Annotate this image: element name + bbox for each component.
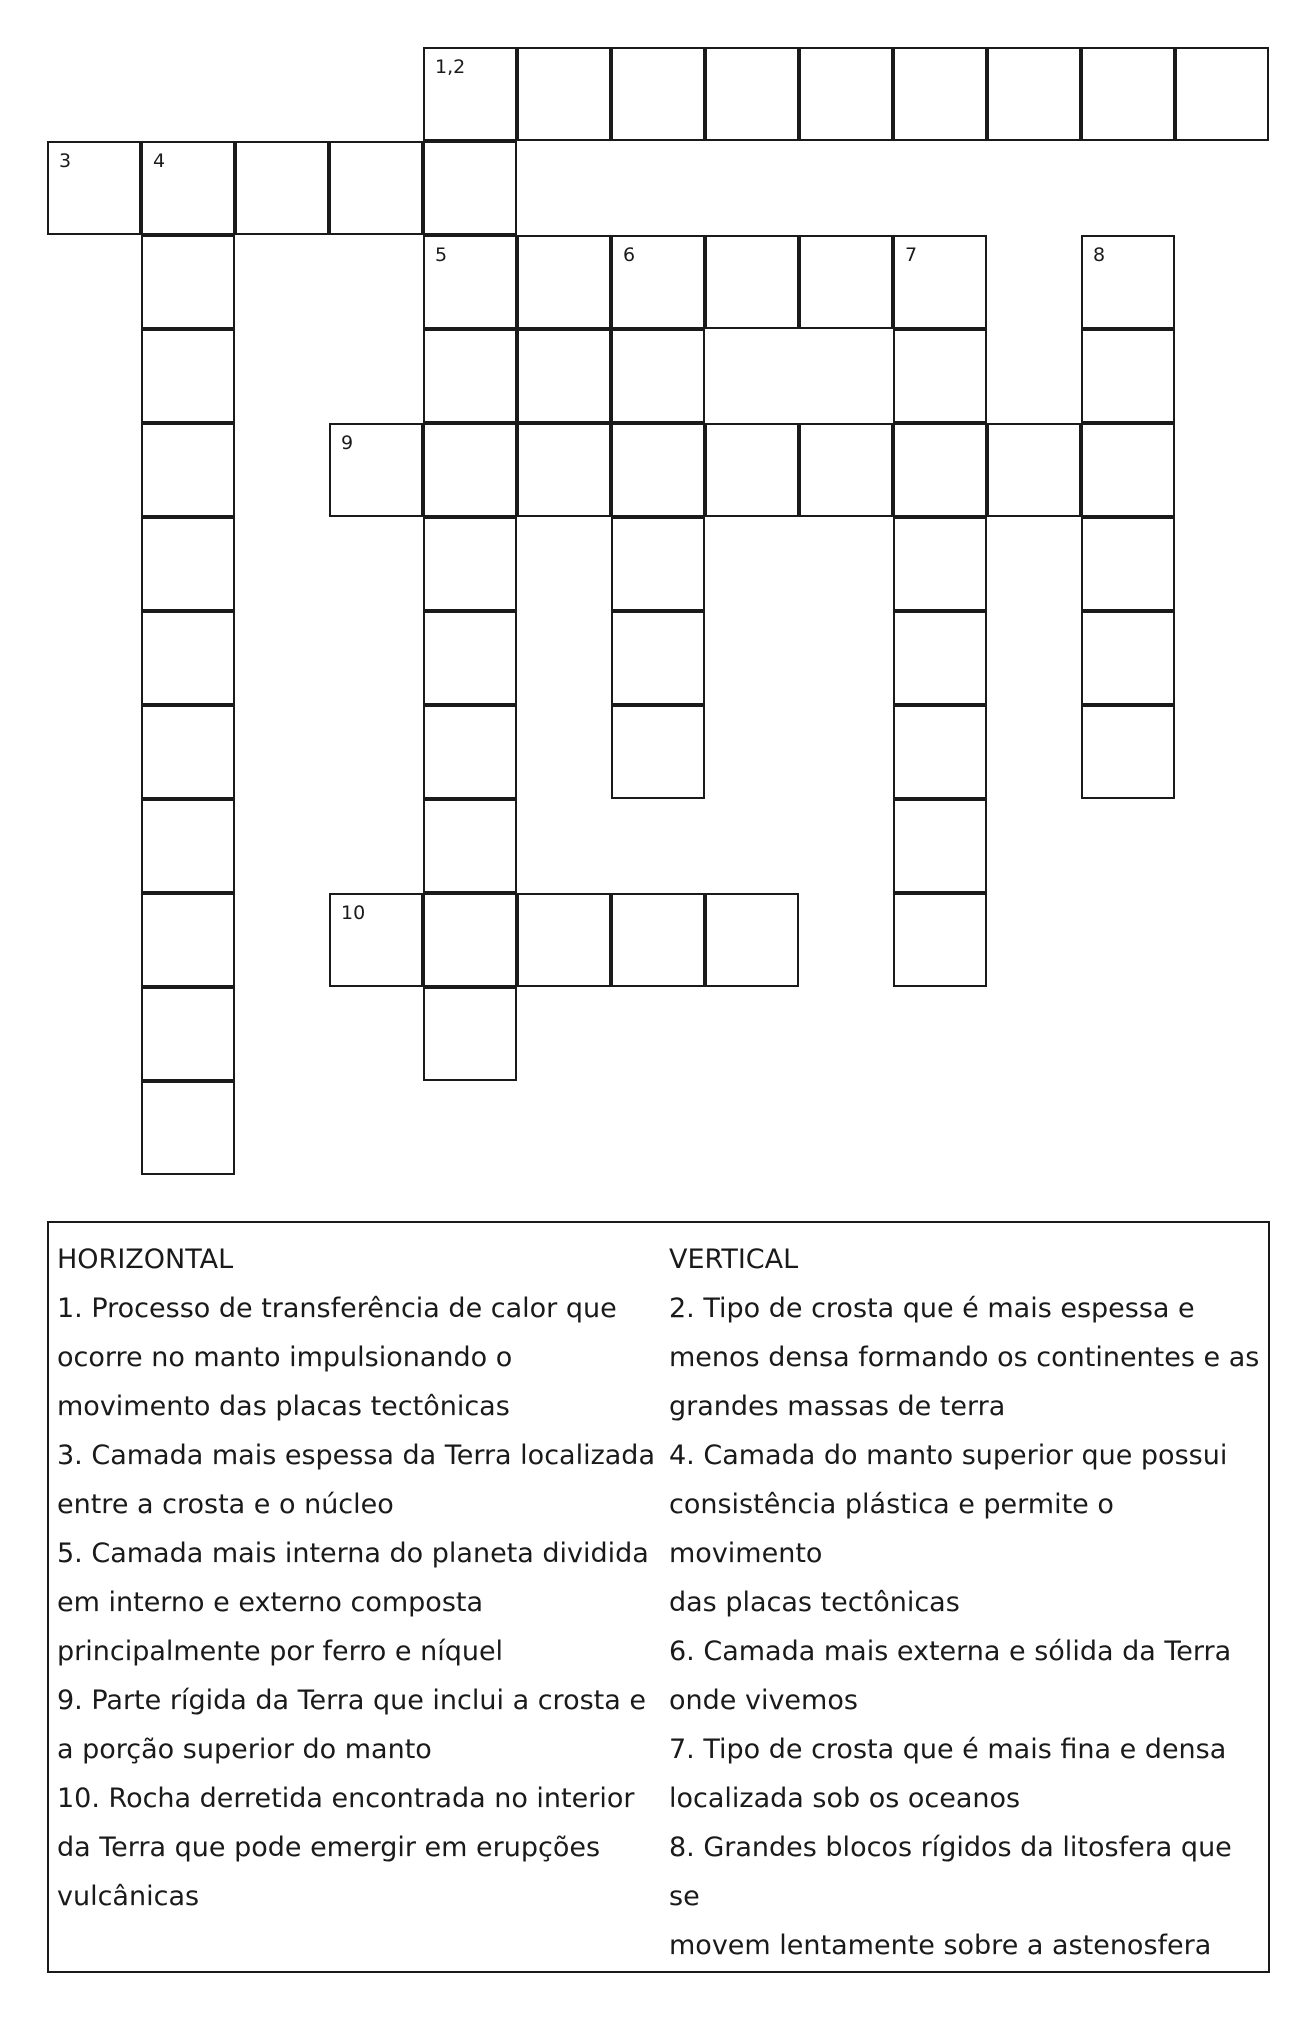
- grid-cell[interactable]: [893, 611, 987, 705]
- vertical-heading: VERTICAL: [669, 1244, 799, 1275]
- grid-cell[interactable]: [517, 235, 611, 329]
- vertical-clue: [669, 1823, 1267, 1970]
- grid-cell[interactable]: [611, 517, 705, 611]
- clue-line: a porção superior do manto: [57, 1734, 432, 1765]
- clue-number: 4: [153, 150, 166, 172]
- grid-cell[interactable]: [611, 329, 705, 423]
- clue-line: 6. Camada mais externa e sólida da Terra: [669, 1636, 1232, 1667]
- horizontal-clues-column: [57, 1235, 662, 1921]
- grid-cell[interactable]: [517, 893, 611, 987]
- clue-number: 5: [435, 244, 448, 266]
- clue-line: menos densa formando os continentes e as: [669, 1342, 1260, 1373]
- vertical-clue: [669, 1431, 1267, 1627]
- grid-cell[interactable]: [141, 329, 235, 423]
- grid-cell[interactable]: [893, 423, 987, 517]
- grid-cell[interactable]: [1081, 611, 1175, 705]
- grid-cell[interactable]: [1081, 517, 1175, 611]
- clue-line: 10. Rocha derretida encontrada no interior: [57, 1783, 635, 1814]
- grid-cell[interactable]: [423, 329, 517, 423]
- horizontal-clue-list: [57, 1284, 662, 1921]
- grid-cell[interactable]: [893, 235, 987, 329]
- grid-cell[interactable]: [423, 47, 517, 141]
- grid-cell[interactable]: [799, 235, 893, 329]
- grid-cell[interactable]: [423, 611, 517, 705]
- grid-cell[interactable]: [141, 141, 235, 235]
- grid-cell[interactable]: [893, 705, 987, 799]
- horizontal-clue: [57, 1774, 662, 1921]
- clue-line: onde vivemos: [669, 1685, 858, 1716]
- clue-line: 4. Camada do manto superior que possui: [669, 1440, 1228, 1471]
- grid-cell[interactable]: [423, 141, 517, 235]
- grid-cell[interactable]: [235, 141, 329, 235]
- horizontal-clue: [57, 1676, 662, 1774]
- clue-line: 9. Parte rígida da Terra que inclui a crosta e: [57, 1685, 646, 1716]
- grid-cell[interactable]: [141, 705, 235, 799]
- grid-cell[interactable]: [611, 47, 705, 141]
- grid-cell[interactable]: [141, 611, 235, 705]
- vertical-clue: [669, 1725, 1267, 1823]
- grid-cell[interactable]: [141, 1081, 235, 1175]
- grid-cell[interactable]: [423, 705, 517, 799]
- grid-cell[interactable]: [1081, 47, 1175, 141]
- vertical-clues-column: [669, 1235, 1267, 1970]
- vertical-clue: [669, 1627, 1267, 1725]
- grid-cell[interactable]: [517, 329, 611, 423]
- clue-line: 2. Tipo de crosta que é mais espessa e: [669, 1293, 1195, 1324]
- clue-line: em interno e externo composta: [57, 1587, 484, 1618]
- clue-line: 1. Processo de transferência de calor que: [57, 1293, 617, 1324]
- grid-cell[interactable]: [611, 893, 705, 987]
- clue-number: 3: [59, 150, 72, 172]
- grid-cell[interactable]: [329, 423, 423, 517]
- grid-cell[interactable]: [423, 893, 517, 987]
- clue-number: 8: [1093, 244, 1106, 266]
- grid-cell[interactable]: [893, 893, 987, 987]
- grid-cell[interactable]: [893, 517, 987, 611]
- grid-cell[interactable]: [141, 893, 235, 987]
- clue-number: 10: [341, 902, 366, 924]
- grid-cell[interactable]: [423, 987, 517, 1081]
- grid-cell[interactable]: [611, 423, 705, 517]
- clue-line: consistência plástica e permite o movimento: [669, 1489, 1114, 1569]
- grid-cell[interactable]: [423, 517, 517, 611]
- grid-cell[interactable]: [611, 705, 705, 799]
- horizontal-clue: [57, 1284, 662, 1431]
- grid-cell[interactable]: [517, 423, 611, 517]
- vertical-clue: [669, 1284, 1267, 1431]
- grid-cell[interactable]: [611, 235, 705, 329]
- grid-cell[interactable]: [705, 893, 799, 987]
- grid-cell[interactable]: [893, 47, 987, 141]
- clues-box: [47, 1221, 1270, 1973]
- clue-line: das placas tectônicas: [669, 1587, 960, 1618]
- grid-cell[interactable]: [1081, 705, 1175, 799]
- grid-cell[interactable]: [893, 329, 987, 423]
- clue-line: vulcânicas: [57, 1881, 200, 1912]
- grid-cell[interactable]: [47, 141, 141, 235]
- grid-cell[interactable]: [705, 47, 799, 141]
- grid-cell[interactable]: [423, 799, 517, 893]
- grid-cell[interactable]: [141, 517, 235, 611]
- clue-line: grandes massas de terra: [669, 1391, 1006, 1422]
- clue-line: localizada sob os oceanos: [669, 1783, 1021, 1814]
- clue-number: 1,2: [435, 56, 466, 78]
- horizontal-heading: HORIZONTAL: [57, 1244, 234, 1275]
- clue-number: 6: [623, 244, 636, 266]
- grid-cell[interactable]: [893, 799, 987, 893]
- grid-cell[interactable]: [423, 423, 517, 517]
- clue-number: 9: [341, 432, 354, 454]
- grid-cell[interactable]: [329, 893, 423, 987]
- grid-cell[interactable]: [1081, 235, 1175, 329]
- grid-cell[interactable]: [517, 47, 611, 141]
- clue-line: movem lentamente sobre a astenosfera: [669, 1930, 1212, 1961]
- grid-cell[interactable]: [141, 235, 235, 329]
- horizontal-clue: [57, 1431, 662, 1529]
- clue-line: entre a crosta e o núcleo: [57, 1489, 394, 1520]
- clue-line: 7. Tipo de crosta que é mais fina e densa: [669, 1734, 1227, 1765]
- clue-line: 3. Camada mais espessa da Terra localizada: [57, 1440, 655, 1471]
- grid-cell[interactable]: [329, 141, 423, 235]
- grid-cell[interactable]: [141, 987, 235, 1081]
- grid-cell[interactable]: [423, 235, 517, 329]
- grid-cell[interactable]: [611, 611, 705, 705]
- grid-cell[interactable]: [1081, 329, 1175, 423]
- grid-cell[interactable]: [141, 423, 235, 517]
- clue-line: principalmente por ferro e níquel: [57, 1636, 504, 1667]
- grid-cell[interactable]: [705, 235, 799, 329]
- horizontal-clue: [57, 1529, 662, 1676]
- clue-line: 5. Camada mais interna do planeta dividida: [57, 1538, 649, 1569]
- vertical-clue-list: [669, 1284, 1267, 1970]
- grid-cell[interactable]: [141, 799, 235, 893]
- grid-cell[interactable]: [1081, 423, 1175, 517]
- clue-number: 7: [905, 244, 918, 266]
- grid-cell[interactable]: [987, 47, 1081, 141]
- grid-cell[interactable]: [705, 423, 799, 517]
- grid-cell[interactable]: [799, 423, 893, 517]
- clue-line: da Terra que pode emergir em erupções: [57, 1832, 601, 1863]
- grid-cell[interactable]: [1175, 47, 1269, 141]
- clue-line: ocorre no manto impulsionando o: [57, 1342, 513, 1373]
- grid-cell[interactable]: [987, 423, 1081, 517]
- grid-cell[interactable]: [799, 47, 893, 141]
- clue-line: 8. Grandes blocos rígidos da litosfera que se: [669, 1832, 1232, 1912]
- clue-line: movimento das placas tectônicas: [57, 1391, 510, 1422]
